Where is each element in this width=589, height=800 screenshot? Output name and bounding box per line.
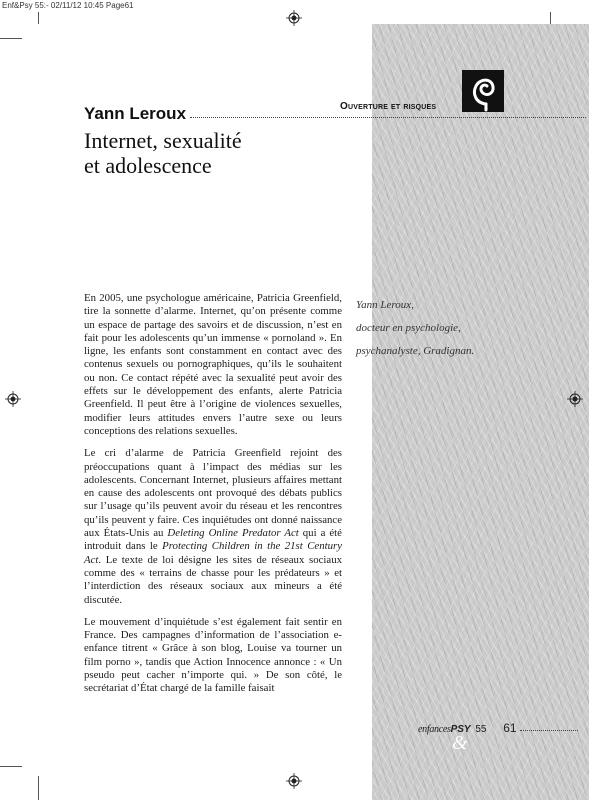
- crop-mark: [550, 12, 551, 24]
- crop-mark: [0, 766, 22, 767]
- registration-mark-icon: [567, 391, 583, 407]
- affiliation-line: Yann Leroux,: [356, 299, 414, 311]
- crop-mark: [0, 38, 22, 39]
- issue-number: 55: [475, 724, 487, 735]
- registration-mark-icon: [5, 391, 21, 407]
- paragraph: [84, 447, 342, 607]
- title-line: et adolescence: [84, 153, 212, 178]
- paragraph-text: qui a été introduit dans le: [84, 527, 342, 553]
- registration-mark-icon: [286, 773, 302, 789]
- paragraph: En 2005, une psychologue américaine, Patricia Greenfield, tire la sonnette d’alarme. Internet, qu’on présente comme un espace de partage des savoirs et de discussion, n’est en fait pour les adolescents qu’un immense « pornoland ». En ligne, les enfants sont constamment en contact avec des contenus sexuels ou pornographiques, qu’ils le souhaitent ou non. Ce contact répété avec la sexualité peut avoir des effets sur le développement des enfants, alerte Patricia Greenfield. Il peut être à l’origine de violences sexuelles, modifier leurs attitudes envers l’autre sexe ou leurs conceptions des relations sexuelles.: [84, 292, 342, 437]
- journal-name: enfances: [418, 724, 451, 735]
- journal-logo: [462, 70, 504, 112]
- title-line: Internet, sexualité: [84, 128, 242, 153]
- crop-mark: [38, 776, 39, 800]
- spiral-logo-icon: [462, 70, 504, 112]
- affiliation-line: psychanalyste, Gradignan.: [356, 345, 475, 357]
- article-body: [84, 292, 342, 705]
- article-title: [84, 128, 374, 178]
- author-name: Yann Leroux: [84, 104, 187, 123]
- printer-slug: Enf&Psy 55:- 02/11/12 10:45 Page61: [2, 1, 134, 10]
- page-number: 61: [503, 721, 517, 735]
- paragraph-text: Le cri d’alarme de Patricia Greenfield rejoint des préoccupations quant à l’impact des médias sur les adolescents. Concernant Internet, plusieurs affaires mettant en cause des adolescents ont provoqué des débats publics sur l’usage qu’ils peuvent avoir du réseau et les rencontres qu’ils peuvent y faire. Ces inquiétudes ont donné naissance aux États-Unis au: [84, 447, 342, 540]
- ampersand-mark: &: [452, 732, 468, 754]
- crop-mark: [38, 12, 39, 24]
- act-name: Protecting Children in the 21st Century Act: [84, 540, 342, 566]
- textured-side-panel: [372, 24, 589, 800]
- paragraph: Le mouvement d’inquiétude s’est également fait sentir en France. Des campagnes d’information de l’association e-enfance titrent « Grâce à son blog, Louise va tourner un film porno », tandis que Action Innocence annonce : « Un pseudo peut cacher n’importe qui. » De son côté, le secrétariat d’État chargé de la famille faisait: [84, 615, 342, 695]
- paragraph-text: . Le texte de loi désigne les sites de réseaux sociaux comme des « terrains de chasse pour les prédateurs » et l’interdiction des réseaux sociaux aux mineurs a été discutée.: [84, 553, 342, 606]
- author-affiliation: [356, 294, 474, 363]
- registration-mark-icon: [286, 10, 302, 26]
- journal-psy: PSY: [450, 724, 471, 735]
- act-name: Deleting Online Predator Act: [167, 527, 299, 540]
- footer-dotted-rule: [520, 730, 578, 731]
- affiliation-line: docteur en psychologie,: [356, 322, 461, 334]
- section-label: Ouverture et risques: [340, 101, 437, 112]
- header-dotted-rule: [190, 117, 586, 118]
